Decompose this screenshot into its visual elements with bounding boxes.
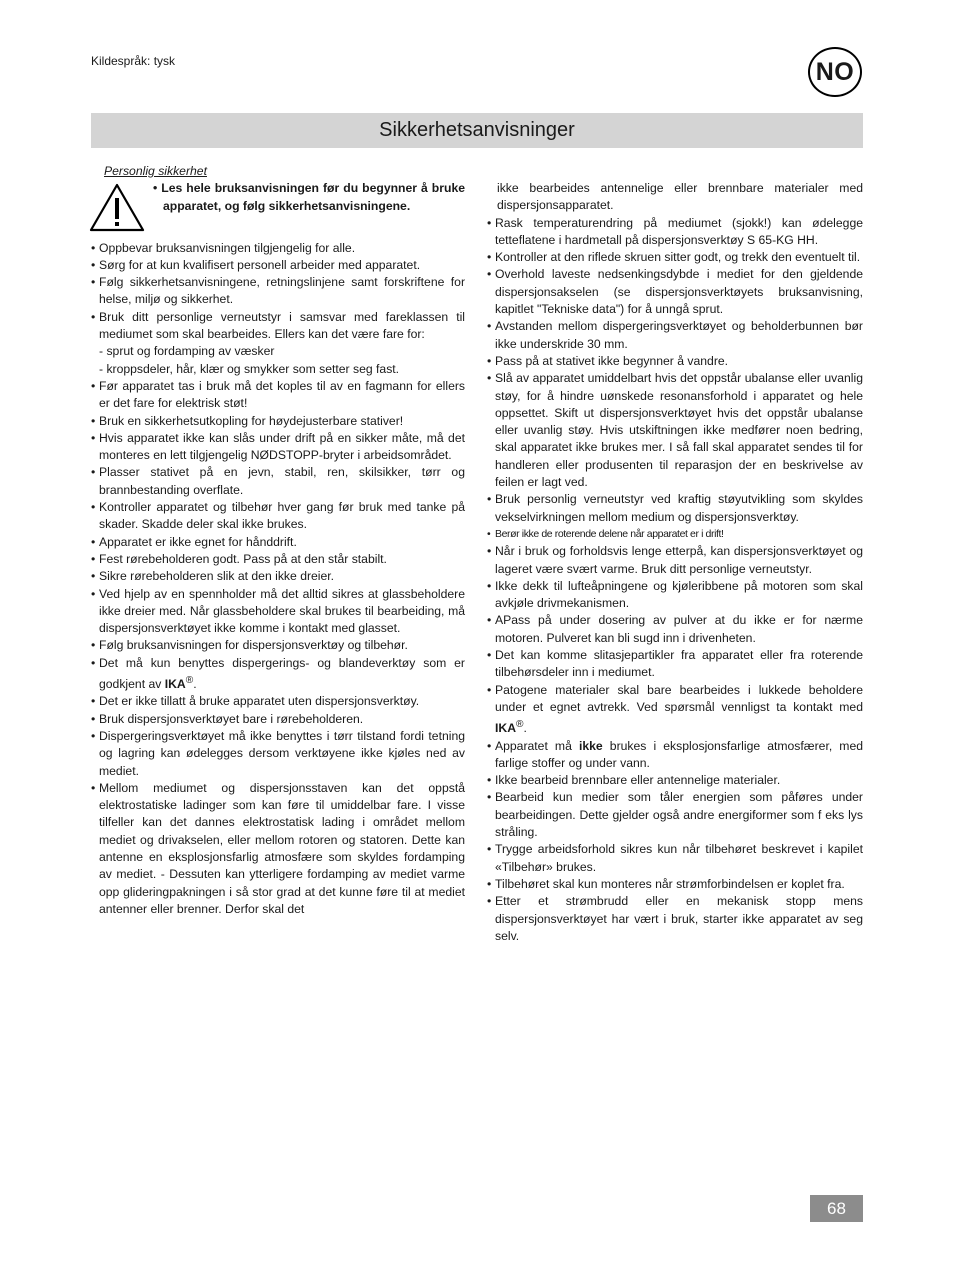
list-subitem: - sprut og fordamping av væsker [99, 344, 275, 359]
subheading-personal-safety: Personlig sikkerhet [104, 164, 207, 178]
warning-triangle-icon [88, 182, 146, 239]
list-item: • Apparatet er ikke egnet for hånddrift. [91, 534, 465, 551]
list-item: • Ikke bearbeid brennbare eller antennelige materialer. [487, 772, 863, 789]
list-item: • Etter et strømbrudd eller en mekanisk stopp mens dispersjonsverktøyet har vært i bruk, starter ikke apparatet av seg selv. [487, 893, 863, 945]
list-item: • Bruk en sikkerhetsutkopling for høydejusterbare stativer! [91, 413, 465, 430]
list-item: • Når i bruk og forholdsvis lenge etterpå, kan dispersjonsverktøyet og lageret være svært varme. Bruk ditt personlige verneutstyr. [487, 543, 863, 578]
right-column [487, 180, 863, 945]
list-item: • Dispergeringsverktøyet må ikke benyttes i tørr tilstand fordi tetning og lagring kan ødelegges dersom verktøyene ikke kjøles ned av mediet. [91, 728, 465, 780]
list-subitem: - kroppsdeler, hår, klær og smykker som setter seg fast. [99, 361, 400, 376]
warning-block [91, 180, 465, 239]
list-item: • Ved hjelp av en spennholder må det alltid sikres at glassbeholdere ikke dreier med. Når glassbeholdere skal brukes til bearbeiding, må dispersjonsverktøyet ikke komme i kontakt med glasset. [91, 586, 465, 638]
list-item: • Før apparatet tas i bruk må det koples til av en fagmann for ellers er det fare for elektrisk støt! [91, 378, 465, 413]
list-item: • Fest rørebeholderen godt. Pass på at den står stabilt. [91, 551, 465, 568]
list-item: • Hvis apparatet ikke kan slås under drift på en sikker måte, må det monteres en lett tilgjengelig NØDSTOPP-bryter i arbeidsområdet. [91, 430, 465, 465]
list-item: • Følg sikkerhetsanvisningene, retningslinjene samt forskriftene for helse, miljø og sikkerhet. [91, 274, 465, 309]
list-item: • Tilbehøret skal kun monteres når strømforbindelsen er koplet fra. [487, 876, 863, 893]
list-item: • Trygge arbeidsforhold sikres kun når tilbehøret beskrevet i kapilet «Tilbehør» brukes. [487, 841, 863, 876]
list-item: • Bearbeid kun medier som tåler energien som påføres under bearbeidingen. Dette gjelder også andre energiformer som f eks lys stråling. [487, 789, 863, 841]
list-item: • Bruk personlig verneutstyr ved kraftig støyutvikling som skyldes vekselvirkningen mellom medium og dispersjonsverktøy. [487, 491, 863, 526]
list-item: • Berør ikke de roterende delene når apparatet er i drift! [487, 526, 863, 543]
source-language-note: Kildespråk: tysk [91, 54, 176, 68]
list-item-ika-approved: • Det må kun benyttes dispergerings- og blandeverktøy som er godkjent av IKA®. [91, 655, 465, 694]
list-item: • APass på under dosering av pulver at du ikke er for nærme motoren. Pulveret kan bli sugd inn i drivenheten. [487, 612, 863, 647]
list-item: • Det kan komme slitasjepartikler fra apparatet eller fra roterende tilbehørsdeler inn i mediumet. [487, 647, 863, 682]
right-safety-list [487, 215, 863, 946]
list-item: • Bruk dispersjonsverktøyet bare i rørebeholderen. [91, 711, 465, 728]
language-badge: NO [808, 47, 862, 97]
list-item: • Plasser stativet på en jevn, stabil, ren, skilsikker, tørr og brannbestanding overflate. [91, 464, 465, 499]
left-column [91, 163, 465, 918]
brand-name: IKA [495, 721, 516, 736]
page-title: Sikkerhetsanvisninger [379, 119, 575, 141]
left-safety-list [91, 240, 465, 919]
warning-text: • Les hele bruksanvisningen før du begynner å bruke apparatet, og følg sikkerhetsanvisningene. [153, 181, 465, 213]
brand-name: IKA [164, 677, 186, 692]
section-title-bar [91, 113, 863, 148]
list-item: • Overhold laveste nedsenkingsdybde i mediet for den gjeldende dispersjonsakselen (se dispersjonsverktøyets bruksanvisning, kapitlet "Tekniske data") for å unngå sprut. [487, 266, 863, 318]
list-item: • Slå av apparatet umiddelbart hvis det oppstår ubalanse eller uvanlig støy, for å hindre uønskede resonansforhold i apparatet og hele oppsettet. Skift ut dispersjonsverktøyet hvis det oppstår ubalanse eller uvanlig støy. Hvis utskiftningen ikke medfører noen bedring, skal apparatet ikke brukes mer. I så fall skal apparatet sendes til for handleren eller produsenten til reparasjon der en beskrivelse av feilen er lagt ved. [487, 370, 863, 491]
list-item: • Mellom mediumet og dispersjonsstaven kan det oppstå elektrostatiske ladinger som kan føre til umiddelbar fare. I visse tilfeller kan det dannes elektrostatisk lading i området mellom mediet og drivakselen, eller mellom rotoren og statoren. Dette kan antenne en eksplosjonsfarlig atmosfære som skyldes fordamping av mediet. - Dessuten kan ytterligere fordamping av mediet varme opp glideringpakningen i så stor grad at det kunne føre til at mediet antenner eller brenner. Derfor skal det [91, 780, 465, 918]
list-item: • Kontroller at den riflede skruen sitter godt, og trekk den eventuelt til. [487, 249, 863, 266]
list-item: • Følg bruksanvisningen for dispersjonsverktøy og tilbehør. [91, 637, 465, 654]
list-item: • Oppbevar bruksanvisningen tilgjengelig for alle. [91, 240, 465, 257]
continued-paragraph: ikke bearbeides antennelige eller brennbare materialer med dispersjonsapparatet. [497, 181, 863, 213]
registered-mark: ® [185, 675, 194, 687]
list-item: • Sørg for at kun kvalifisert personell arbeider med apparatet. [91, 257, 465, 274]
list-item-hazardous-atmospheres: • Apparatet må ikke brukes i eksplosjonsfarlige atmosfærer, med farlige stoffer og under vann. [487, 738, 863, 773]
list-item: • Det er ikke tillatt å bruke apparatet uten dispersjonsverktøy. [91, 693, 465, 710]
emphasis-not: ikke [578, 738, 603, 753]
list-item-contact-ika: • Patogene materialer skal bare bearbeides i lukkede beholdere under et egnet avtrekk. Ved spørsmål vennligst ta kontakt med IKA®. [487, 682, 863, 738]
registered-mark: ® [516, 719, 524, 731]
list-item: • Bruk ditt personlige verneutstyr i samsvar med fareklassen til mediumet som skal bearbeides. Ellers kan det være fare for: [91, 309, 465, 344]
page-number: 68 [810, 1195, 863, 1222]
list-item: • Pass på at stativet ikke begynner å vandre. [487, 353, 863, 370]
list-item: • Avstanden mellom dispergeringsverktøyet og beholderbunnen bør ikke underskride 30 mm. [487, 318, 863, 353]
list-item: • Kontroller apparatet og tilbehør hver gang før bruk med tanke på skader. Skadde deler skal ikke brukes. [91, 499, 465, 534]
list-item: • Sikre rørebeholderen slik at den ikke dreier. [91, 568, 465, 585]
list-item: • Ikke dekk til lufteåpningene og kjøleribbene på motoren som skal avkjøle drivmekanismen. [487, 578, 863, 613]
list-item: • Rask temperaturendring på mediumet (sjokk!) kan ødelegge tetteflatene i hardmetall på dispersjonsverktøy S 65-KG HH. [487, 215, 863, 250]
